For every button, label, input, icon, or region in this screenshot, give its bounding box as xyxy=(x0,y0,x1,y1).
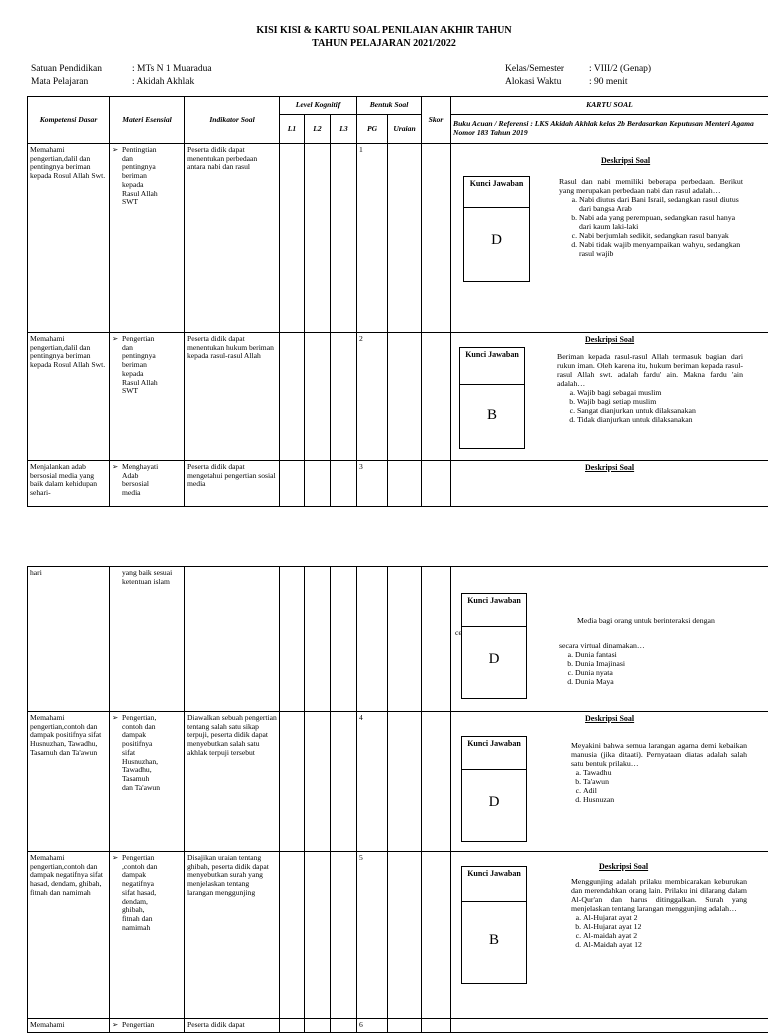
header-materi: Materi Esensial xyxy=(110,97,185,144)
kunci-label: Kunci Jawaban xyxy=(460,348,524,385)
kunci-label: Kunci Jawaban xyxy=(462,594,526,627)
kartu-soal-cell xyxy=(451,567,768,712)
option-a: a. Nabi diutus dari Bani Israil, sedangkan rasul diutus dari bangsa Arab xyxy=(579,196,743,214)
options-list xyxy=(559,196,743,259)
kartu-soal-cell xyxy=(451,333,768,461)
option-b: b. Al-Hujarat ayat 12 xyxy=(583,923,747,932)
header-l1: L1 xyxy=(280,115,305,144)
question-text: Beriman kepada rasul-rasul Allah termasuk bagian dari rukun iman. Oleh karena itu, hukum beriman kepada rasul-rasul Allah swt. adalah fardu' ain. Makna fardu 'ain adalah… xyxy=(557,353,743,389)
materi-cell: yang baik sesuai ketentuan islam xyxy=(110,567,185,712)
option-d: d. Al-Maidah ayat 12 xyxy=(583,941,747,950)
kunci-label: Kunci Jawaban xyxy=(464,177,529,208)
header-kartu: KARTU SOAL xyxy=(451,97,768,115)
kd-cell: Memahami pengertian,contoh dan dampak negatifnya sifat hasad, dendam, ghibah, fitnah dan namimah xyxy=(28,852,110,1019)
kartu-soal-cell xyxy=(451,144,768,333)
kartu-soal-cell xyxy=(451,461,768,507)
header-uraian: Uraian xyxy=(388,115,422,144)
answer-key: D xyxy=(464,232,529,249)
question-text: Rasul dan nabi memiliki beberapa perbedaan. Berikut yang merupakan perbedaan nabi dan rasul adalah… xyxy=(559,178,743,196)
mapel-label: Mata Pelajaran xyxy=(31,77,88,88)
bullet-arrow-icon: ➢ xyxy=(112,146,122,207)
table-row xyxy=(28,712,768,852)
option-b: b. Dunia Imajinasi xyxy=(575,660,749,669)
kd-cell: Memahami pengertian,contoh dan dampak positifnya sifat Husnuzhan, Tawadhu, Tasamuh dan Ta'awun xyxy=(28,712,110,852)
option-d: d. Nabi tidak wajib menyampaikan wahyu, sedangkan rasul wajib xyxy=(579,241,743,259)
bullet-arrow-icon: ➢ xyxy=(112,335,122,396)
bullet-arrow-icon: ➢ xyxy=(112,854,122,932)
indikator-cell: Diawalkan sebuah pengertian tentang salah satu sikap terpuji, peserta didik dapat menyebutkan salah satu akhlak terpuji tersebut xyxy=(185,712,280,852)
option-a: a. Tawadhu xyxy=(583,769,747,778)
kd-cell: Memahami xyxy=(28,1019,110,1033)
table-row xyxy=(28,333,768,461)
header-indikator: Indikator Soal xyxy=(185,97,280,144)
kunci-jawaban-box xyxy=(459,347,525,449)
option-d: d. Tidak dianjurkan untuk dilaksanakan xyxy=(577,416,743,425)
satuan-label: Satuan Pendidikan xyxy=(31,64,102,75)
kd-cell: Memahami pengertian,dalil dan pentingnya beriman kepada Rosul Allah Swt. xyxy=(28,144,110,333)
option-b: b. Nabi ada yang perempuan, sedangkan rasul hanya dari kaum laki-laki xyxy=(579,214,743,232)
header-l2: L2 xyxy=(305,115,331,144)
table-row xyxy=(28,461,768,507)
option-c: c. Adil xyxy=(583,787,747,796)
options-list xyxy=(557,389,743,425)
question-text-cont: secara virtual dinamakan… xyxy=(559,642,749,651)
option-d: d. Husnuzan xyxy=(583,796,747,805)
pg-number: 3 xyxy=(357,461,388,507)
option-a: a. Dunia fantasi xyxy=(575,651,749,660)
kelas-label: Kelas/Semester xyxy=(505,64,564,75)
kd-cell: Menjalankan adab bersosial media yang baik dalam kehidupan sehari- xyxy=(28,461,110,507)
answer-key: D xyxy=(462,651,526,668)
kunci-label: Kunci Jawaban xyxy=(462,867,526,902)
pg-number: 5 xyxy=(357,852,388,1019)
header-pg: PG xyxy=(357,115,388,144)
options-list xyxy=(559,651,749,687)
option-c: c. Al-maidah ayat 2 xyxy=(583,932,747,941)
alokasi-label: Alokasi Waktu xyxy=(505,77,561,88)
header-l3: L3 xyxy=(331,115,357,144)
kunci-jawaban-box xyxy=(463,176,530,282)
answer-key: D xyxy=(462,794,526,811)
question-block xyxy=(571,878,747,950)
option-c: c. Sangat dianjurkan untuk dilaksanakan xyxy=(577,407,743,416)
option-d: d. Dunia Maya xyxy=(575,678,749,687)
answer-key: B xyxy=(462,932,526,949)
header-kompetensi: Kompetensi Dasar xyxy=(28,97,110,144)
indikator-cell: Peserta didik dapat menentukan perbedaan antara nabi dan rasul xyxy=(185,144,280,333)
mapel-value: : Akidah Akhlak xyxy=(132,77,194,88)
document-subtitle: TAHUN PELAJARAN 2021/2022 xyxy=(0,38,768,50)
table-row xyxy=(28,1019,768,1033)
kisi-table-page1 xyxy=(27,96,768,507)
option-b: b. Wajib bagi setiap muslim xyxy=(577,398,743,407)
kunci-jawaban-box xyxy=(461,866,527,984)
option-a: a. Wajib bagi sebagai muslim xyxy=(577,389,743,398)
bullet-arrow-icon: ➢ xyxy=(112,714,122,792)
indikator-cell: Disajikan uraian tentang ghibah, peserta didik dapat menyebutkan surah yang menjelaskan tentang larangan menggunjing xyxy=(185,852,280,1019)
indikator-cell: Peserta didik dapat menentukan hukum beriman kepada rasul-rasul Allah xyxy=(185,333,280,461)
table-row xyxy=(28,852,768,1019)
header-bentuk: Bentuk Soal xyxy=(357,97,422,115)
question-text: Media bagi orang untuk berinteraksi dengan xyxy=(577,617,747,626)
option-c: c. Nabi berjumlah sedikit, sedangkan rasul banyak xyxy=(579,232,743,241)
satuan-value: : MTs N 1 Muaradua xyxy=(132,64,212,75)
options-list xyxy=(571,914,747,950)
option-c: c. Dunia nyata xyxy=(575,669,749,678)
materi-cell: ➢ Pentingtian dan pentingnya beriman kepada Rasul Allah SWT xyxy=(110,144,185,333)
kartu-soal-cell xyxy=(451,712,768,852)
materi-cell: ➢ Pengertian dan pentingnya beriman kepada Rasul Allah SWT xyxy=(110,333,185,461)
kunci-label: Kunci Jawaban xyxy=(462,737,526,770)
question-block xyxy=(571,742,747,805)
materi-cell: ➢ Pengertian, contoh dan dampak positifnya sifat Husnuzhan, Tawadhu, Tasamuh dan Ta'awun xyxy=(110,712,185,852)
deskripsi-label: Deskripsi Soal xyxy=(585,714,634,723)
kd-cell: hari xyxy=(28,567,110,712)
bullet-arrow-icon: ➢ xyxy=(112,463,122,498)
header-level: Level Kognitif xyxy=(280,97,357,115)
document-title: KISI KISI & KARTU SOAL PENILAIAN AKHIR TAHUN xyxy=(0,25,768,37)
question-text: Menggunjing adalah prilaku membicarakan keburukan dan merendahkan orang lain. Prilaku ini dilarang dalam Al-Qur'an dan harus ditinggalkan. Surah yang menjelaskan tentang larangan menggunjing adalah… xyxy=(571,878,747,914)
kunci-jawaban-box xyxy=(461,593,527,699)
stray-text: ce xyxy=(455,629,462,638)
materi-cell: ➢ Menghayati Adab bersosial media xyxy=(110,461,185,507)
option-b: b. Ta'awun xyxy=(583,778,747,787)
kartu-soal-cell xyxy=(451,852,768,1019)
question-block xyxy=(559,178,743,259)
indikator-cell: Peserta didik dapat xyxy=(185,1019,280,1033)
pg-number: 6 xyxy=(357,1019,388,1033)
bullet-arrow-icon: ➢ xyxy=(112,1021,122,1030)
question-text: Meyakini bahwa semua larangan agama demi kebaikan manusia (jika ditaati). Pernyataan diatas adalah salah satu bentuk prilaku… xyxy=(571,742,747,769)
options-list xyxy=(571,769,747,805)
pg-number: 4 xyxy=(357,712,388,852)
kd-cell: Memahami pengertian,dalil dan pentingnya beriman kepada Rosul Allah Swt. xyxy=(28,333,110,461)
alokasi-value: : 90 menit xyxy=(589,77,628,88)
deskripsi-label: Deskripsi Soal xyxy=(599,862,648,871)
kelas-value: : VIII/2 (Genap) xyxy=(589,64,651,75)
pg-number: 1 xyxy=(357,144,388,333)
deskripsi-label: Deskripsi Soal xyxy=(585,335,634,344)
header-referensi: Buku Acuan / Referensi : LKS Akidah Akhlak kelas 2b Berdasarkan Keputusan Menteri Agama Nomor 183 Tahun 2019 xyxy=(451,115,768,144)
option-a: a. Al-Hujarat ayat 2 xyxy=(583,914,747,923)
kisi-table-page2 xyxy=(27,566,768,1033)
question-block xyxy=(559,642,749,687)
table-row xyxy=(28,144,768,333)
indikator-cell: Peserta didik dapat mengetahui pengertian sosial media xyxy=(185,461,280,507)
question-block xyxy=(557,353,743,425)
materi-cell: ➢ Pengertian xyxy=(110,1019,185,1033)
answer-key: B xyxy=(460,407,524,424)
kunci-jawaban-box xyxy=(461,736,527,842)
header-skor: Skor xyxy=(422,97,451,144)
table-row xyxy=(28,567,768,712)
materi-cell: ➢ Pengertian ,contoh dan dampak negatifnya sifat hasad, dendam, ghibah, fitnah dan namimah xyxy=(110,852,185,1019)
deskripsi-label: Deskripsi Soal xyxy=(601,156,650,165)
pg-number: 2 xyxy=(357,333,388,461)
deskripsi-label: Deskripsi Soal xyxy=(585,463,634,472)
